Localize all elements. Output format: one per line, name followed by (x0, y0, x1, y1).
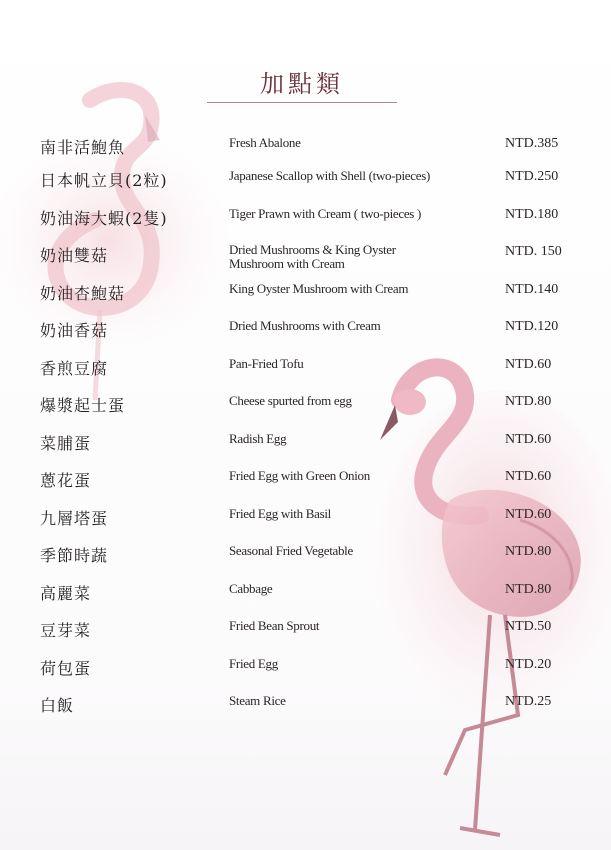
item-price: NTD.60 (505, 432, 552, 447)
item-english-name: Fried Egg (229, 656, 278, 671)
item-chinese-name: 季節時蔬 (40, 546, 109, 565)
title-underline (207, 102, 397, 103)
menu-item-row (0, 656, 611, 686)
item-chinese-name: 豆芽菜 (40, 621, 92, 640)
item-english-name: Seasonal Fried Vegetable (229, 543, 353, 558)
item-price: NTD.250 (505, 169, 559, 184)
menu-item-row (0, 468, 611, 498)
item-english-name: Steam Rice (229, 693, 286, 708)
item-english-name: Dried Mushrooms & King Oyster Mushroom with Cream (229, 242, 396, 271)
menu-item-row (0, 135, 611, 165)
item-chinese-name: 白飯 (40, 696, 75, 715)
item-english-name: Japanese Scallop with Shell (two-pieces) (229, 168, 430, 183)
item-chinese-name: 日本帆立貝(2粒) (40, 171, 168, 190)
menu-item-row (0, 618, 611, 648)
item-english-name: Tiger Prawn with Cream ( two-pieces ) (229, 206, 422, 221)
item-english-name: Pan-Fried Tofu (229, 356, 304, 371)
menu-item-row (0, 581, 611, 611)
menu-item-row (0, 318, 611, 348)
item-english-name: Cheese spurted from egg (229, 393, 352, 408)
item-chinese-name: 蔥花蛋 (40, 471, 92, 490)
item-chinese-name: 南非活鮑魚 (40, 138, 126, 157)
item-chinese-name: 奶油雙菇 (40, 246, 109, 265)
item-english-name: Dried Mushrooms with Cream (229, 318, 381, 333)
menu-item-row (0, 693, 611, 723)
item-chinese-name: 香煎豆腐 (40, 359, 109, 378)
menu-item-row (0, 356, 611, 386)
item-chinese-name: 奶油杏鮑菇 (40, 284, 126, 303)
item-chinese-name: 爆漿起士蛋 (40, 396, 126, 415)
item-chinese-name: 荷包蛋 (40, 659, 92, 678)
item-price: NTD.60 (505, 469, 552, 484)
item-chinese-name: 菜脯蛋 (40, 434, 92, 453)
item-price: NTD.60 (505, 507, 552, 522)
item-english-name: Fried Egg with Green Onion (229, 468, 370, 483)
menu-item-row (0, 393, 611, 423)
menu-item-row (0, 281, 611, 311)
item-english-name: Fried Egg with Basil (229, 506, 331, 521)
item-price: NTD.80 (505, 582, 552, 597)
item-english-name: Cabbage (229, 581, 273, 596)
item-price: NTD.50 (505, 619, 552, 634)
menu-item-row (0, 506, 611, 536)
menu-item-row (0, 543, 611, 573)
item-price: NTD.20 (505, 657, 552, 672)
menu-item-row (0, 431, 611, 461)
item-chinese-name: 奶油香菇 (40, 321, 109, 340)
item-english-name: Fresh Abalone (229, 135, 301, 150)
item-chinese-name: 高麗菜 (40, 584, 92, 603)
item-price: NTD.180 (505, 207, 559, 222)
menu-item-row (0, 206, 611, 236)
item-chinese-name: 奶油海大蝦(2隻) (40, 209, 168, 228)
menu-title: 加點類 (260, 70, 344, 98)
item-price: NTD.25 (505, 694, 552, 709)
item-chinese-name: 九層塔蛋 (40, 509, 109, 528)
item-price: NTD.385 (505, 136, 559, 151)
item-price: NTD.80 (505, 544, 552, 559)
item-english-name: King Oyster Mushroom with Cream (229, 281, 409, 296)
menu-item-row (0, 168, 611, 198)
menu-item-row (0, 243, 611, 273)
item-english-name: Radish Egg (229, 431, 287, 446)
item-price: NTD.80 (505, 394, 552, 409)
item-price: NTD.120 (505, 319, 559, 334)
item-english-name: Fried Bean Sprout (229, 618, 320, 633)
item-price: NTD.60 (505, 357, 552, 372)
item-price: NTD.140 (505, 282, 559, 297)
item-price: NTD. 150 (505, 244, 562, 259)
